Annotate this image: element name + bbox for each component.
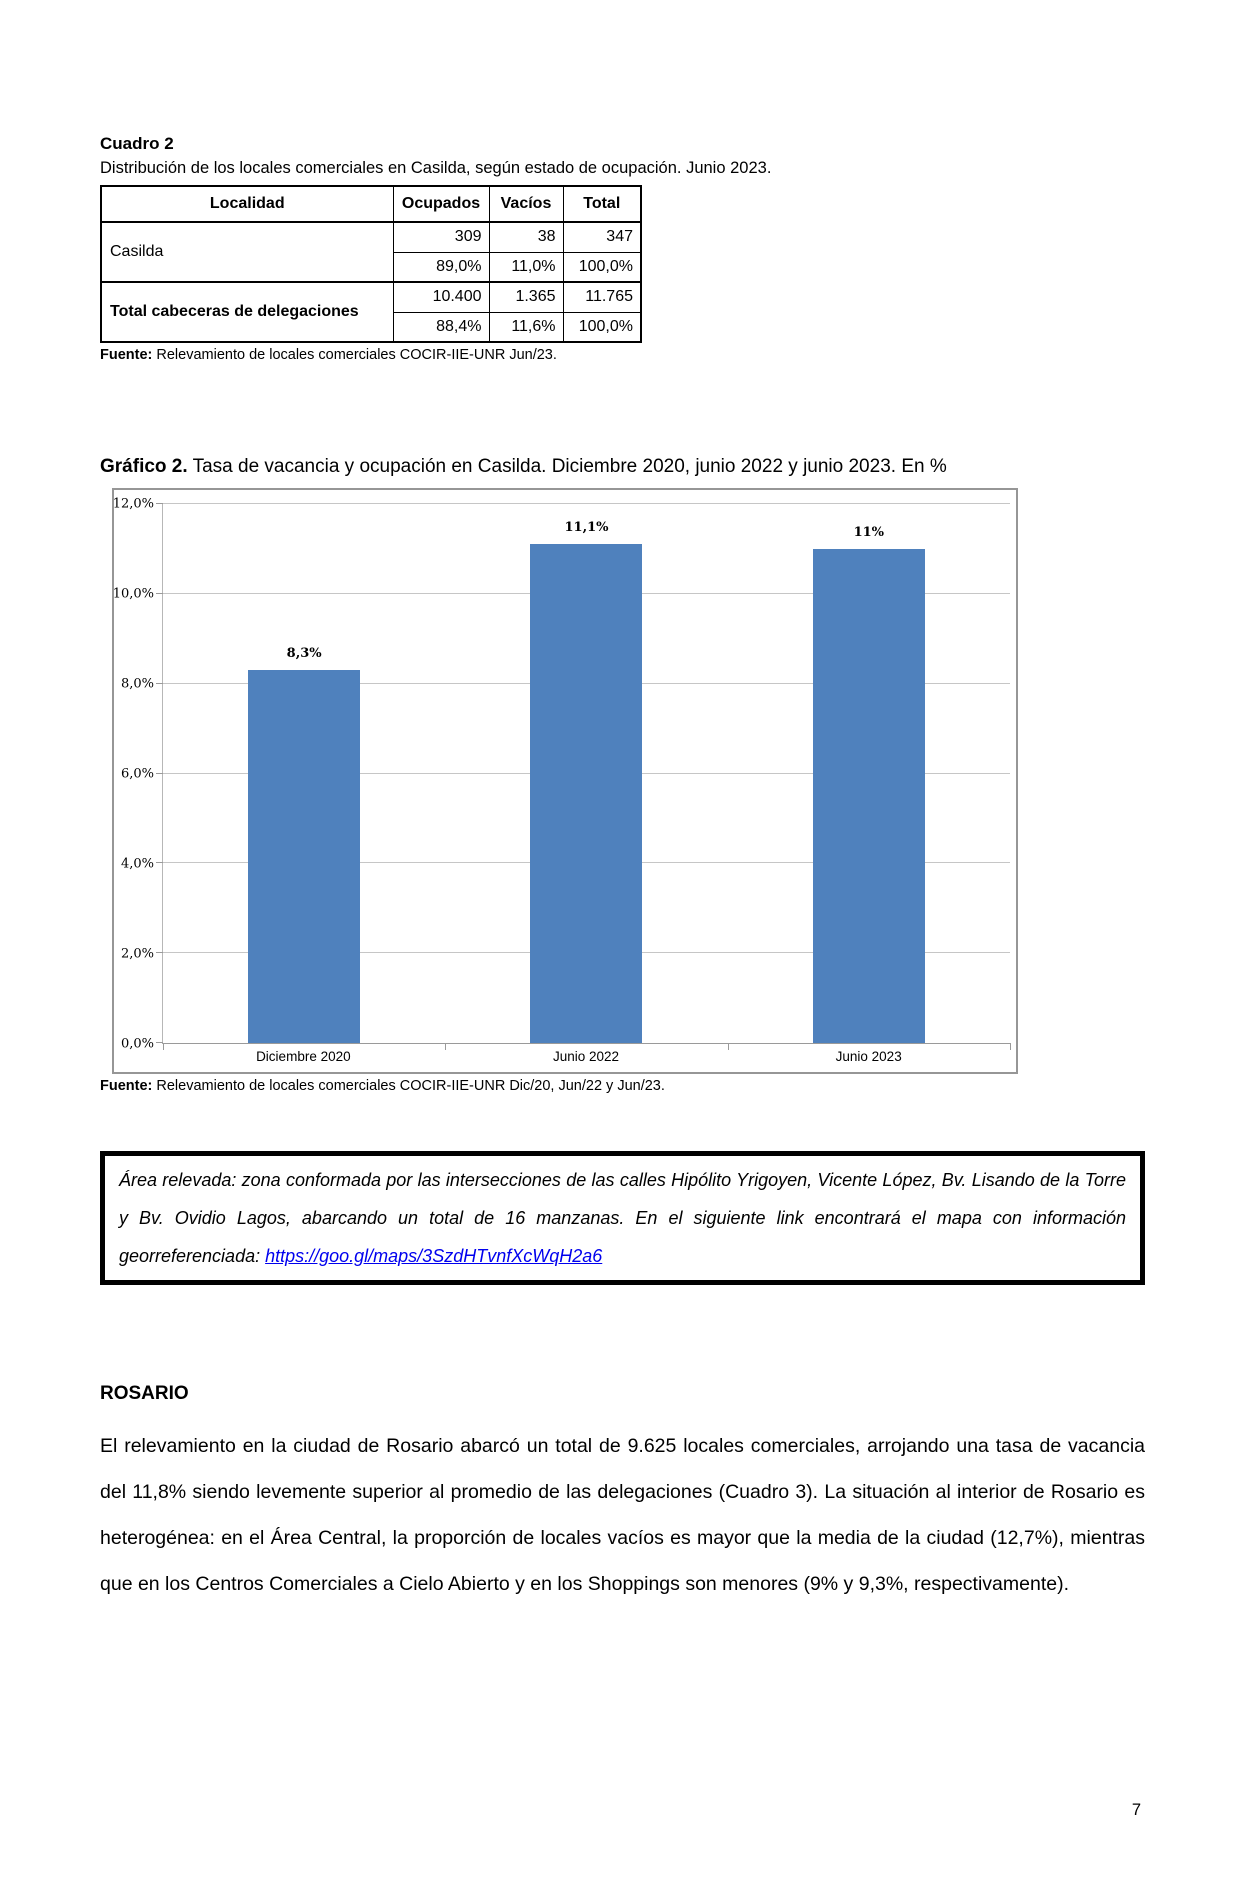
bar xyxy=(530,544,642,1043)
y-axis-tick-mark xyxy=(156,1042,163,1043)
y-axis-tick-mark xyxy=(156,593,163,594)
y-axis-tick-label: 0,0% xyxy=(120,1036,154,1052)
count-cell: 1.365 xyxy=(489,282,563,312)
row-label-cell: Casilda xyxy=(101,222,393,282)
data-label: 8,3% xyxy=(286,646,322,662)
page-number: 7 xyxy=(1131,1801,1141,1819)
y-axis-tick-label: 10,0% xyxy=(112,586,154,602)
y-axis-tick-label: 4,0% xyxy=(120,856,154,872)
bar-slot xyxy=(728,504,1010,1043)
source-label: Fuente: xyxy=(100,347,153,363)
header-cell-vacios: Vacíos xyxy=(489,186,563,222)
bar-slot xyxy=(445,504,727,1043)
y-axis-tick-label: 12,0% xyxy=(112,496,154,512)
grafico2-title-text: Tasa de vacancia y ocupación en Casilda. Diciembre 2020, junio 2022 y junio 2023. En % xyxy=(187,456,947,477)
x-axis-tick-mark xyxy=(1010,1043,1011,1050)
source-label: Fuente: xyxy=(100,1078,153,1094)
grafico2-title-label: Gráfico 2. xyxy=(100,456,188,477)
y-axis-tick-label: 6,0% xyxy=(120,766,154,782)
percent-cell: 100,0% xyxy=(563,312,641,342)
map-link[interactable]: https://goo.gl/maps/3SzdHTvnfXcWqH2a6 xyxy=(265,1246,603,1266)
bar xyxy=(248,670,360,1043)
source-text: Relevamiento de locales comerciales COCIR-IIE-UNR Jun/23. xyxy=(152,347,557,363)
count-cell: 38 xyxy=(489,222,563,252)
table-header-row xyxy=(101,186,641,222)
y-axis-tick-mark xyxy=(156,683,163,684)
grafico2-source xyxy=(100,1077,1145,1095)
cuadro2-source xyxy=(100,346,1145,364)
cuadro2-title: Cuadro 2 xyxy=(100,134,174,153)
y-axis-tick-label: 8,0% xyxy=(120,676,154,692)
grafico2-title xyxy=(100,454,1145,479)
cuadro2-subtitle: Distribución de los locales comerciales en Casilda, según estado de ocupación. Junio 2023. xyxy=(100,159,772,177)
header-cell-ocupados: Ocupados xyxy=(393,186,489,222)
percent-cell: 100,0% xyxy=(563,252,641,282)
table-row xyxy=(101,282,641,312)
y-axis-tick-mark xyxy=(156,773,163,774)
count-cell: 309 xyxy=(393,222,489,252)
rosario-paragraph: El relevamiento en la ciudad de Rosario abarcó un total de 9.625 locales comerciales, arrojando una tasa de vacancia del 11,8% siendo levemente superior al promedio de las delegaciones (Cuadro 3). La situación al interior de Rosario es heterogénea: en el Área Central, la proporción de locales vacíos es mayor que la media de la ciudad (12,7%), mientras que en los Centros Comerciales a Cielo Abierto y en los Shoppings son menores (9% y 9,3%, respectivamente). xyxy=(100,1435,1145,1595)
count-cell: 347 xyxy=(563,222,641,252)
y-axis-tick-mark xyxy=(156,952,163,953)
chart-y-labels xyxy=(112,496,158,1052)
source-text: Relevamiento de locales comerciales COCIR-IIE-UNR Dic/20, Jun/22 y Jun/23. xyxy=(152,1078,665,1094)
cuadro2-table xyxy=(100,185,642,343)
x-axis-category-label: Junio 2023 xyxy=(835,1049,902,1064)
x-axis-category-label: Diciembre 2020 xyxy=(256,1049,351,1064)
y-axis-tick-mark xyxy=(156,503,163,504)
rosario-heading: ROSARIO xyxy=(100,1383,189,1404)
data-label: 11% xyxy=(853,524,885,540)
percent-cell: 11,6% xyxy=(489,312,563,342)
x-axis-category-label: Junio 2022 xyxy=(552,1049,620,1064)
percent-cell: 88,4% xyxy=(393,312,489,342)
page-content xyxy=(0,133,1241,1607)
y-axis-tick-label: 2,0% xyxy=(120,946,154,962)
bars-container xyxy=(163,504,1010,1043)
count-cell: 11.765 xyxy=(563,282,641,312)
bar-chart xyxy=(112,488,1018,1074)
header-cell-total: Total xyxy=(563,186,641,222)
row-label-cell: Total cabeceras de delegaciones xyxy=(101,282,393,342)
count-cell: 10.400 xyxy=(393,282,489,312)
bar xyxy=(813,549,925,1043)
note-text: Área relevada: zona conformada por las intersecciones de las calles Hipólito Yrigoyen, Vicente López, Bv. Lisando de la Torre y Bv. Ovidio Lagos, abarcando un total de 16 manzanas. En el siguiente link encontrará el mapa con información georreferenciada: xyxy=(119,1170,1126,1266)
y-axis-tick-mark xyxy=(156,862,163,863)
chart-x-labels xyxy=(162,1049,1010,1064)
percent-cell: 89,0% xyxy=(393,252,489,282)
table-row xyxy=(101,222,641,252)
chart-plot xyxy=(162,504,1010,1044)
area-relevada-note xyxy=(100,1151,1145,1285)
data-label: 11,1% xyxy=(564,520,609,536)
percent-cell: 11,0% xyxy=(489,252,563,282)
bar-slot xyxy=(163,504,445,1043)
header-cell-localidad: Localidad xyxy=(101,186,393,222)
